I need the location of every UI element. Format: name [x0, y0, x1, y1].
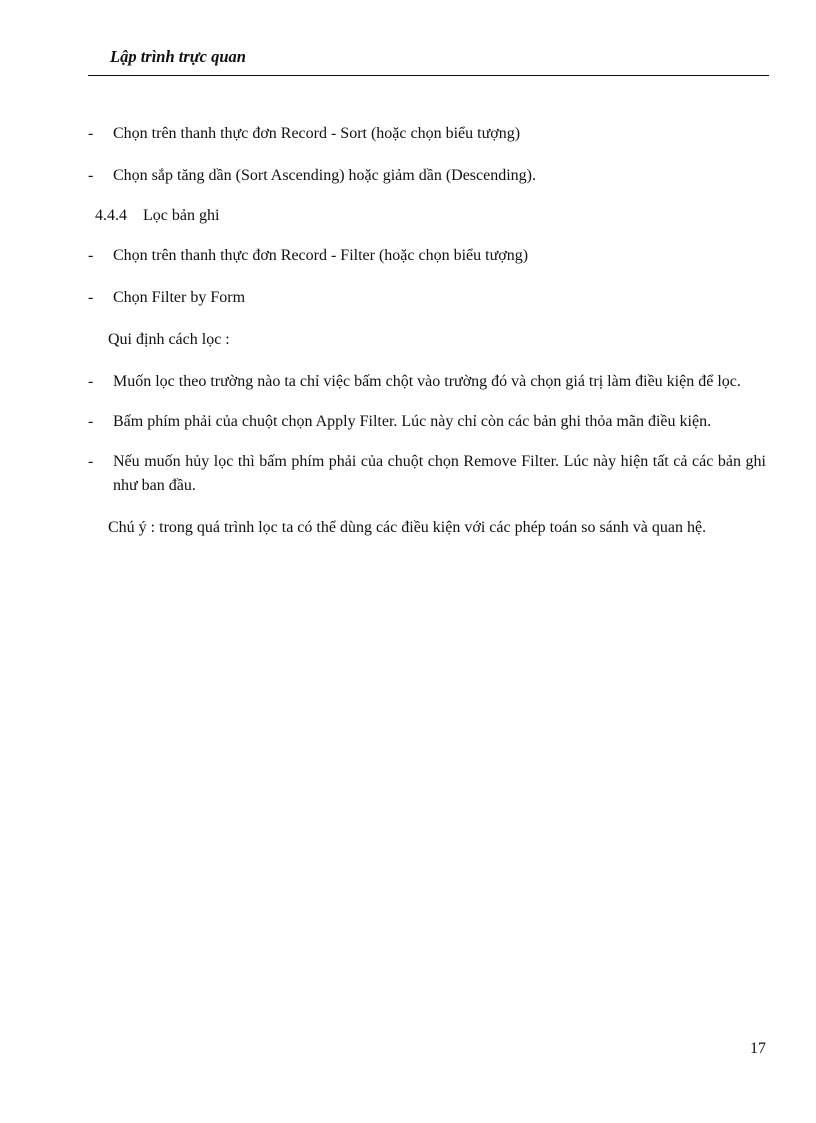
bullet-dash: -	[88, 373, 94, 390]
rules-title: Qui định cách lọc :	[108, 331, 230, 348]
list-item	[88, 286, 766, 310]
list-item	[88, 370, 766, 394]
page-header	[88, 44, 769, 76]
bullet-dash: -	[88, 453, 94, 470]
note-paragraph: Chú ý : trong quá trình lọc ta có thể dùng các điều kiện với các phép toán so sánh và quan hệ.	[108, 519, 707, 536]
list-item-text: Bấm phím phải của chuột chọn Apply Filter. Lúc này chỉ còn các bản ghi thỏa mãn điều kiện.	[113, 413, 712, 430]
list-item-text: Chọn Filter by Form	[113, 289, 246, 306]
page-content	[88, 122, 766, 540]
page-number: 17	[750, 1040, 766, 1057]
list-item-text: Chọn trên thanh thực đơn Record - Sort (hoặc chọn biểu tượng)	[113, 125, 521, 142]
list-item	[88, 122, 766, 146]
section-heading	[88, 204, 766, 228]
list-item	[88, 164, 766, 188]
section-number: 4.4.4	[95, 207, 127, 224]
list-item-text: Chọn trên thanh thực đơn Record - Filter (hoặc chọn biểu tượng)	[113, 247, 529, 264]
list-item-text: Chọn sắp tăng dần (Sort Ascending) hoặc giảm dần (Descending).	[113, 167, 537, 184]
list-item-text: Nếu muốn hủy lọc thì bấm phím phải của chuột chọn Remove Filter. Lúc này hiện tất cả các bản ghi như ban đầu.	[113, 453, 766, 494]
bullet-dash: -	[88, 247, 94, 264]
header-title: Lập trình trực quan	[110, 47, 246, 66]
list-item	[88, 410, 766, 434]
bullet-dash: -	[88, 125, 94, 142]
bullet-dash: -	[88, 413, 94, 430]
bullet-dash: -	[88, 167, 94, 184]
list-item-text: Muốn lọc theo trường nào ta chỉ việc bấm chột vào trường đó và chọn giá trị làm điều kiện để lọc.	[113, 373, 741, 390]
section-title: Lọc bản ghi	[143, 207, 220, 224]
list-item	[88, 244, 766, 268]
bullet-dash: -	[88, 289, 94, 306]
list-item	[88, 450, 766, 498]
